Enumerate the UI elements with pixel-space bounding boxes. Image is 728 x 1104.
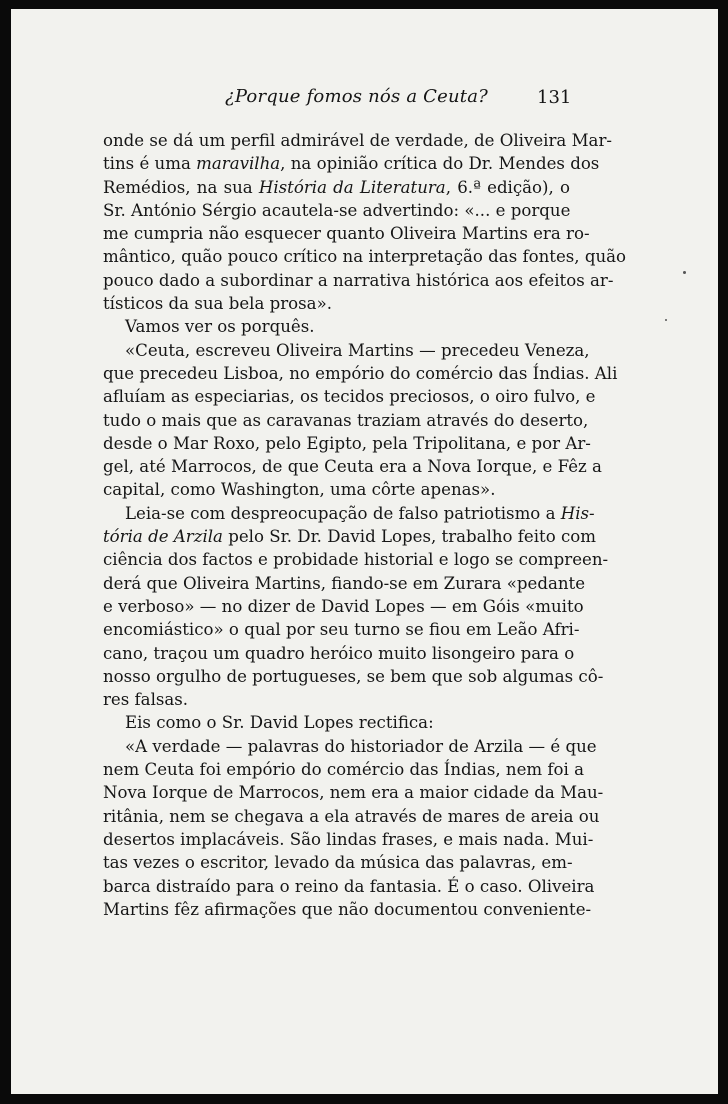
text-line — [103, 455, 602, 478]
text-run: nem Ceuta foi empório do comércio das Índias, nem foi a — [103, 760, 585, 780]
text-line — [103, 572, 586, 595]
paragraph — [103, 735, 604, 921]
text-line — [103, 595, 584, 618]
text-line — [103, 502, 595, 525]
paper-speck — [683, 271, 686, 274]
text-line — [103, 735, 597, 758]
text-run: que precedeu Lisboa, no empório do comércio das Índias. Ali — [103, 363, 618, 383]
text-line — [103, 385, 596, 408]
paragraph — [103, 129, 627, 315]
paragraph — [103, 502, 609, 712]
italic-text: tória de Arzila — [103, 527, 223, 547]
text-run: cano, traçou um quadro heróico muito lisongeiro para o — [103, 643, 575, 663]
italic-text: His- — [560, 503, 595, 523]
text-line — [103, 315, 570, 338]
paragraph — [103, 711, 570, 734]
italic-text: maravilha — [196, 154, 281, 174]
running-title: ¿Porque fomos nós a Ceuta? — [225, 86, 489, 107]
text-run: derá que Oliveira Martins, fiando-se em Zurara «pedante — [103, 573, 586, 593]
text-run: «Ceuta, escreveu Oliveira Martins — precedeu Veneza, — [125, 340, 590, 360]
text-run: desertos implacáveis. São lindas frases, e mais nada. Mui- — [103, 829, 594, 849]
text-run: ciência dos factos e probidade historial e logo se compreen- — [103, 550, 609, 570]
text-line — [103, 269, 614, 292]
text-line — [103, 758, 585, 781]
text-line — [103, 828, 594, 851]
text-run: Martins fêz afirmações que não documentou conveniente- — [103, 899, 592, 919]
text-run: Nova Iorque de Marrocos, nem era a maior cidade da Mau- — [103, 783, 604, 803]
text-run: tudo o mais que as caravanas traziam através do deserto, — [103, 410, 589, 430]
text-run: me cumpria não esquecer quanto Oliveira Martins era ro- — [103, 224, 590, 244]
text-run: pouco dado a subordinar a narrativa histórica aos efeitos ar- — [103, 270, 614, 290]
text-line — [103, 688, 570, 711]
text-run: Sr. António Sérgio acautela-se advertindo: «... e porque — [103, 200, 571, 220]
paragraph — [103, 315, 570, 338]
text-line — [103, 409, 589, 432]
text-line — [103, 618, 580, 641]
text-run: Vamos ver os porquês. — [125, 317, 315, 337]
text-line — [103, 245, 627, 268]
text-line — [103, 478, 570, 501]
text-run: gel, até Marrocos, de que Ceuta era a Nova Iorque, e Fêz a — [103, 457, 602, 477]
italic-text: História da Literatura — [258, 177, 446, 197]
paragraph — [103, 339, 618, 502]
text-run: afluíam as especiarias, os tecidos preciosos, o oiro fulvo, e — [103, 387, 596, 407]
text-run: Eis como o Sr. David Lopes rectifica: — [125, 713, 434, 733]
text-run: ritânia, nem se chegava a ela através de mares de areia ou — [103, 806, 600, 826]
text-line — [103, 525, 597, 548]
text-run: mântico, quão pouco crítico na interpretação das fontes, quão — [103, 247, 627, 267]
text-line — [103, 362, 618, 385]
text-line — [103, 665, 604, 688]
text-line — [103, 176, 570, 199]
text-line — [103, 851, 573, 874]
text-run: Leia-se com despreocupação de falso patriotismo a — [125, 503, 561, 523]
text-run: tísticos da sua bela prosa». — [103, 294, 332, 314]
body-text — [103, 129, 627, 921]
text-line — [103, 222, 590, 245]
text-line — [103, 711, 570, 734]
text-line — [103, 339, 590, 362]
text-run: Remédios, na sua — [103, 177, 259, 197]
text-line — [103, 152, 600, 175]
text-run: pelo Sr. Dr. David Lopes, trabalho feito com — [222, 527, 597, 547]
text-run: capital, como Washington, uma côrte apenas». — [103, 480, 496, 500]
book-page — [11, 9, 718, 1094]
text-line — [103, 781, 604, 804]
text-run: , 6.ª edição), o — [445, 177, 570, 197]
text-run: , na opinião crítica do Dr. Mendes dos — [280, 154, 600, 174]
page-number: 131 — [537, 87, 572, 108]
text-run: onde se dá um perfil admirável de verdade, de Oliveira Mar- — [103, 131, 612, 150]
text-run: encomiástico» o qual por seu turno se fiou em Leão Afri- — [103, 620, 580, 640]
text-line — [103, 875, 595, 898]
text-line — [103, 805, 600, 828]
text-run: tins é uma — [103, 154, 197, 174]
text-line — [103, 642, 575, 665]
text-line — [103, 129, 612, 152]
text-run: barca distraído para o reino da fantasia. É o caso. Oliveira — [103, 876, 595, 896]
text-run: res falsas. — [103, 690, 189, 710]
text-run: tas vezes o escritor, levado da música das palavras, em- — [103, 853, 573, 873]
text-line — [103, 292, 570, 315]
running-header — [11, 84, 718, 114]
text-run: nosso orgulho de portugueses, se bem que sob algumas cô- — [103, 666, 604, 686]
text-line — [103, 898, 592, 921]
text-line — [103, 432, 591, 455]
text-line — [103, 199, 570, 222]
paper-speck — [665, 319, 667, 321]
text-line — [103, 548, 609, 571]
text-run: «A verdade — palavras do historiador de Arzila — é que — [125, 736, 597, 756]
text-run: e verboso» — no dizer de David Lopes — em Góis «muito — [103, 596, 584, 616]
text-run: desde o Mar Roxo, pelo Egipto, pela Tripolitana, e por Ar- — [103, 433, 591, 453]
